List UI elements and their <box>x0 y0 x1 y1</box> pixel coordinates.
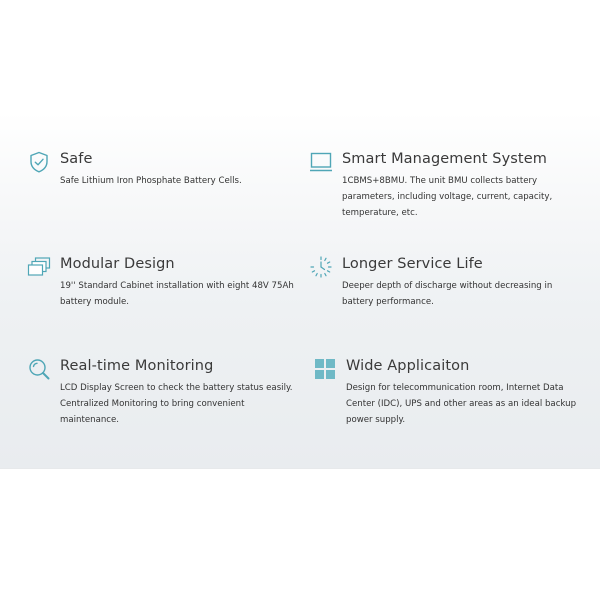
feature-title: Modular Design <box>60 256 175 272</box>
feature-description: LCD Display Screen to check the battery status easily. Centralized Monitoring to bring convenient maintenance. <box>60 383 293 425</box>
stacked-modules-icon <box>27 255 51 279</box>
divider <box>0 468 600 469</box>
grid-squares-icon <box>313 357 337 381</box>
shield-check-icon <box>27 150 51 174</box>
clock-icon <box>309 255 333 279</box>
feature-title: Real-time Monitoring <box>60 358 214 374</box>
feature-description: 1CBMS+8BMU. The unit BMU collects battery parameters, including voltage, current, capacity, temperature, etc. <box>342 176 553 218</box>
feature-title: Wide Applicaiton <box>346 358 470 374</box>
monitor-icon <box>309 150 333 174</box>
feature-description: Safe Lithium Iron Phosphate Battery Cells. <box>60 176 242 186</box>
feature-description: 19'' Standard Cabinet installation with eight 48V 75Ah battery module. <box>60 281 294 307</box>
magnifier-icon <box>27 357 51 381</box>
feature-title: Safe <box>60 151 93 167</box>
feature-description: Deeper depth of discharge without decreasing in battery performance. <box>342 281 553 307</box>
feature-title: Smart Management System <box>342 151 547 167</box>
feature-description: Design for telecommunication room, Internet Data Center (IDC), UPS and other areas as an ideal backup power supply. <box>346 383 577 425</box>
feature-title: Longer Service Life <box>342 256 483 272</box>
